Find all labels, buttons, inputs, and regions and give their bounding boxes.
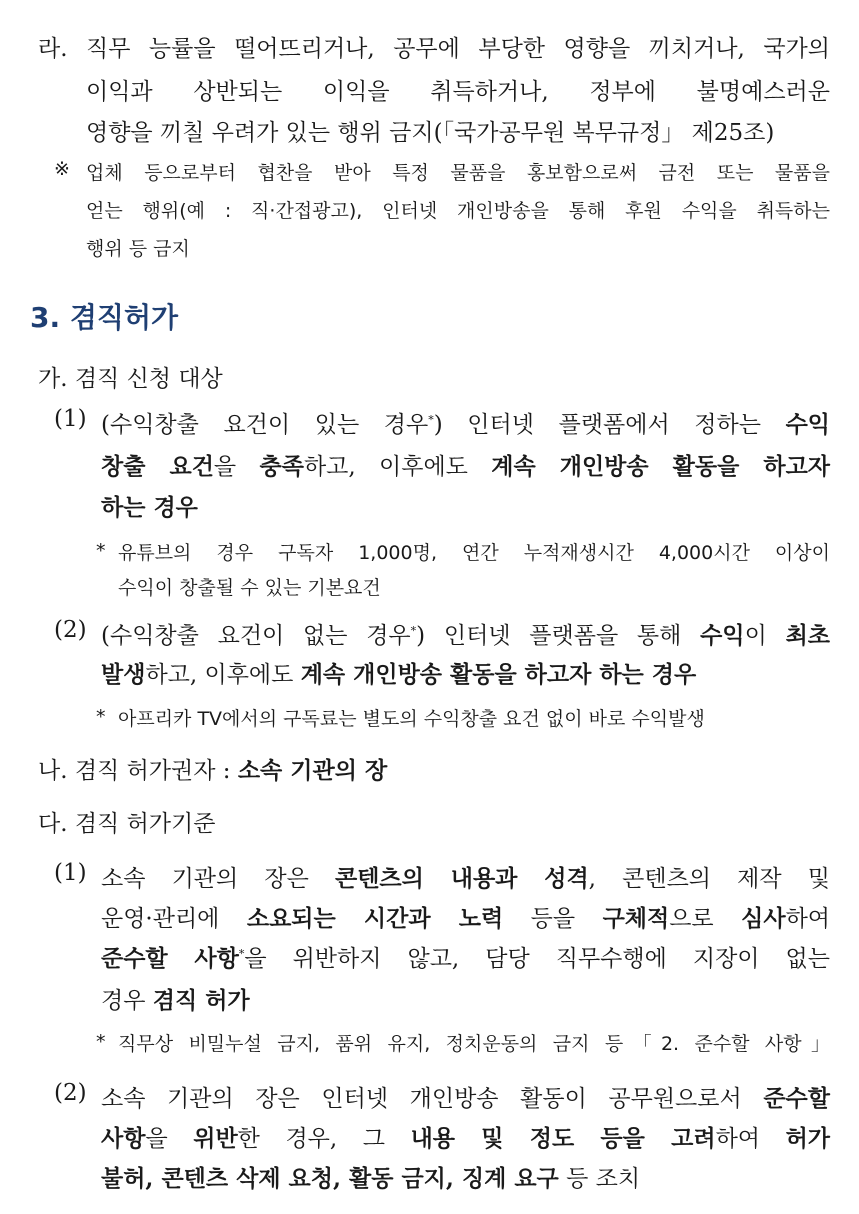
footnote-asterisk-icon: * xyxy=(96,706,106,728)
item-number: (2) xyxy=(54,617,87,643)
da-item1-line3: 준수할 사항*을 위반하지 않고, 담당 직무수행에 지장이 없는 xyxy=(101,945,830,972)
da-item2-line3: 불허, 콘텐츠 삭제 요청, 활동 금지, 징계 요구 등 조치 xyxy=(101,1165,641,1192)
subsection-na: 나. 겸직 허가권자 : 소속 기관의 장 xyxy=(38,757,388,784)
footnote-asterisk-icon: * xyxy=(96,540,106,562)
footnote-line: 유튜브의 경우 구독자 1,000명, 연간 누적재생시간 4,000시간 이상이 xyxy=(118,542,830,564)
item-number: (1) xyxy=(54,860,87,886)
footnote-line: 아프리카 TV에서의 구독료는 별도의 수익창출 요건 없이 바로 수익발생 xyxy=(118,708,705,730)
item-ra-line: 영향을 끼칠 우려가 있는 행위 금지(「국가공무원 복무규정」 제25조) xyxy=(86,120,775,146)
item-ra-line: 직무 능률을 떨어뜨리거나, 공무에 부당한 영향을 끼치거나, 국가의 xyxy=(86,36,830,62)
da-item1-line4: 경우 겸직 허가 xyxy=(101,987,250,1014)
footnote-line: 직무상 비밀누설 금지, 품위 유지, 정치운동의 금지 등「2. 준수할 사항」 xyxy=(118,1033,830,1055)
note-line: 업체 등으로부터 협찬을 받아 특정 물품을 홍보함으로써 금전 또는 물품을 xyxy=(86,162,830,184)
reference-mark-icon: ※ xyxy=(54,158,70,180)
subsection-da-title: 다. 겸직 허가기준 xyxy=(38,811,216,837)
note-line: 행위 등 금지 xyxy=(86,238,190,260)
da-item1-line2: 운영·관리에 소요되는 시간과 노력 등을 구체적으로 심사하여 xyxy=(101,905,830,932)
da-item2-line2: 사항을 위반한 경우, 그 내용 및 정도 등을 고려하여 허가 xyxy=(101,1125,831,1152)
item-number: (1) xyxy=(54,406,87,432)
note-line: 얻는 행위(예 : 직·간접광고), 인터넷 개인방송을 통해 후원 수익을 취득하는 xyxy=(86,200,830,222)
item-ra-line: 이익과 상반되는 이익을 취득하거나, 정부에 불명예스러운 xyxy=(86,79,830,105)
da-item2-line1: 소속 기관의 장은 인터넷 개인방송 활동이 공무원으로서 준수할 xyxy=(101,1085,830,1112)
ga-item1-line2: 창출 요건을 충족하고, 이후에도 계속 개인방송 활동을 하고자 xyxy=(101,453,831,480)
ga-item1-line1: (수익창출 요건이 있는 경우*) 인터넷 플랫폼에서 정하는 수익 xyxy=(101,411,830,438)
da-item1-line1: 소속 기관의 장은 콘텐츠의 내용과 성격, 콘텐츠의 제작 및 xyxy=(101,865,830,892)
footnote-line: 수익이 창출될 수 있는 기본요건 xyxy=(118,577,381,599)
item-ra-marker: 라. xyxy=(38,36,68,62)
item-number: (2) xyxy=(54,1080,87,1106)
ga-item1-line3: 하는 경우 xyxy=(101,494,198,521)
ga-item2-line2: 발생하고, 이후에도 계속 개인방송 활동을 하고자 하는 경우 xyxy=(101,661,697,688)
ga-item2-line1: (수익창출 요건이 없는 경우*) 인터넷 플랫폼을 통해 수익이 최초 xyxy=(101,622,830,649)
section-heading: 3. 겸직허가 xyxy=(30,301,179,334)
footnote-asterisk-icon: * xyxy=(96,1031,106,1053)
subsection-ga-title: 가. 겸직 신청 대상 xyxy=(38,366,223,392)
